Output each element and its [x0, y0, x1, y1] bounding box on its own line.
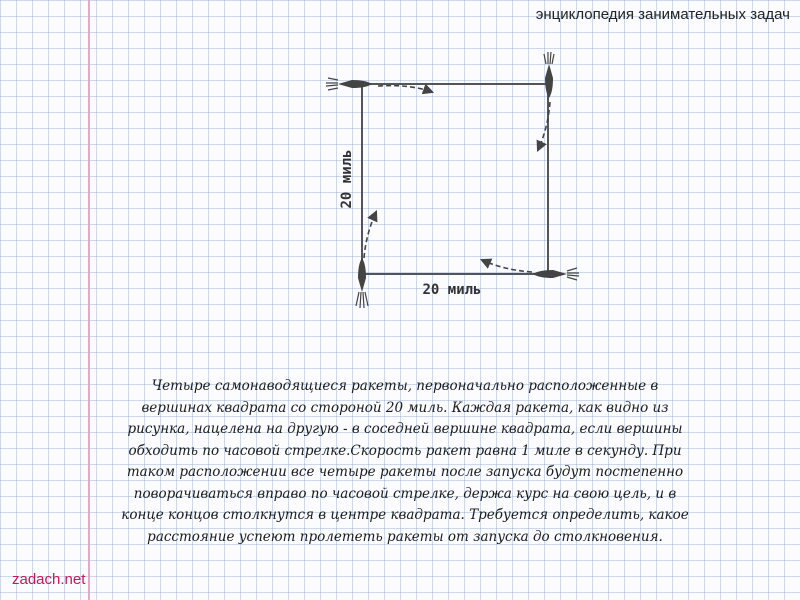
rocket-icon	[326, 78, 372, 90]
square-outline	[362, 84, 548, 274]
site-title: энциклопедия занимательных задач	[535, 6, 790, 23]
dashed-arrow-icon	[482, 260, 532, 272]
bottom-side-label: 20 миль	[422, 282, 482, 298]
rocket-icon	[544, 52, 554, 98]
rocket-icon	[356, 258, 368, 308]
dashed-arrow-icon	[378, 86, 432, 92]
site-link[interactable]: zadach.net	[12, 571, 86, 588]
left-side-label: 20 миль	[339, 149, 355, 209]
problem-statement: Четыре самонаводящиеся ракеты, первоначально расположенные в вершинах квадрата со стороной 20 миль. Каждая ракета, как видно из рисунка, нацелена на другую - в соседней вершине квадрата, если вершины обходить по часовой стрелке.Скорость ракет равна 1 миле в секунду. При таком расположении все четыре ракеты после запуска будут постепенно поворачиваться вправо по часовой стрелке, держа курс на свою цель, и в конце концов столкнутся в центре квадрата. Требуется определить, какое расстояние успеют пролететь ракеты от запуска до столкновения.	[121, 378, 689, 545]
dashed-arrow-icon	[364, 212, 376, 258]
rocket-icon	[533, 268, 579, 280]
